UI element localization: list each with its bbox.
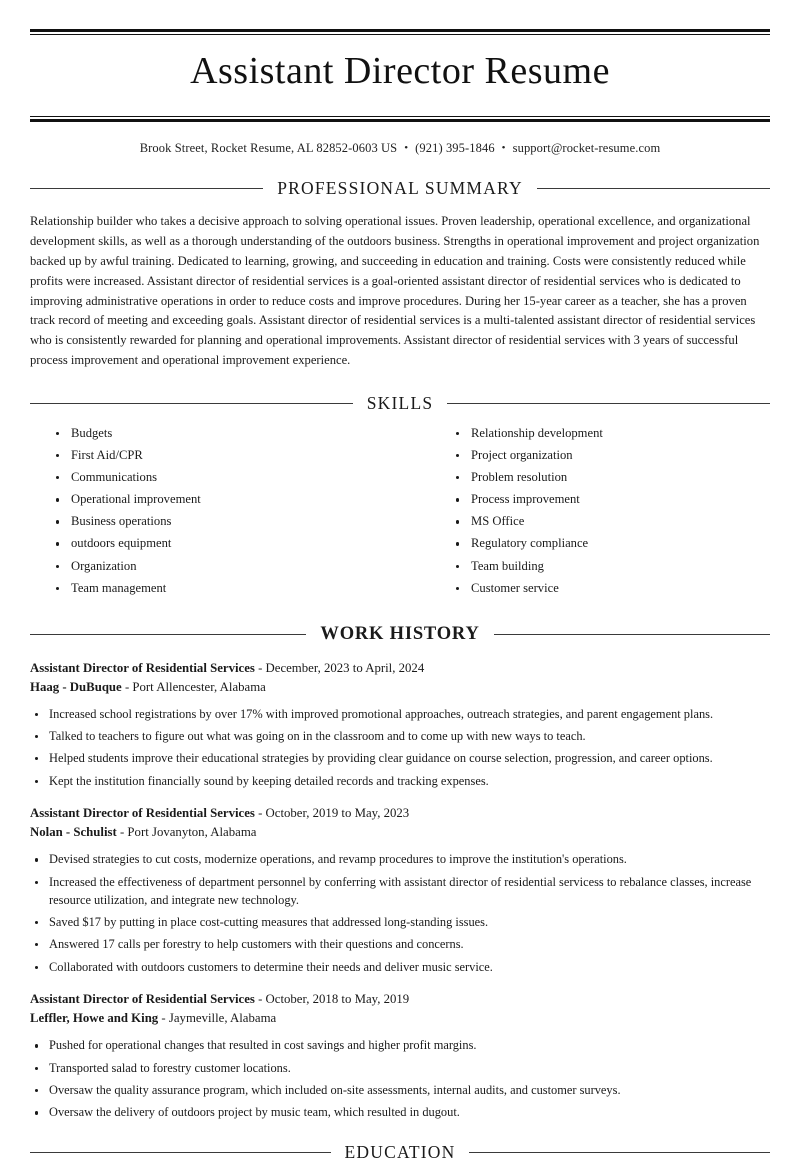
job-title-line xyxy=(30,990,770,1009)
skills-columns xyxy=(30,425,770,602)
job-dates: - October, 2019 to May, 2023 xyxy=(258,806,410,821)
heading-rule-left xyxy=(30,403,353,404)
contact-phone: (921) 395-1846 xyxy=(415,141,495,155)
list-item: Project organization xyxy=(452,447,770,465)
list-item: outdoors equipment xyxy=(52,535,400,553)
job-title: Assistant Director of Residential Services xyxy=(30,992,255,1007)
job-bullet-list xyxy=(30,706,770,791)
job-company: Nolan - Schulist xyxy=(30,825,117,840)
list-item: Team management xyxy=(52,580,400,598)
skills-column-right xyxy=(400,425,770,602)
professional-summary-text: Relationship builder who takes a decisive approach to solving operational issues. Proven leadership, operational excellence, and organizational development skills, as well as a thorough understanding of the outdoors business. Strengths in operational improvement and project organization backed up by awful training. Dedicated to learning, growing, and succeeding in education and training. Costs were consistently reduced while profits were increased. Assistant director of residential services is a goal-oriented assistant director of residential services who is dedicated to improving administrative operations in order to reduce costs and improve procedures. During her 15-year career as a teacher, she has a proven track record of meeting and exceeding goals. Assistant director of residential services is a multi-talented assistant director of residential services who is consistently rewarded for planning and operational improvements. Assistant director of residential services with 3 years of successful process improvement and operational improvement experience. xyxy=(30,214,760,368)
list-item: Answered 17 calls per forestry to help customers with their questions and concerns. xyxy=(30,936,770,954)
list-item: Communications xyxy=(52,469,400,487)
job-dates: - October, 2018 to May, 2019 xyxy=(258,992,410,1007)
list-item: Pushed for operational changes that resulted in cost savings and higher profit margins. xyxy=(30,1037,770,1055)
work-history-entry xyxy=(30,659,770,791)
list-item: Process improvement xyxy=(452,491,770,509)
list-item: Oversaw the delivery of outdoors project by music team, which resulted in dugout. xyxy=(30,1104,770,1122)
job-bullet-list xyxy=(30,1037,770,1122)
skills-column-left xyxy=(30,425,400,602)
resume-page xyxy=(0,29,800,1163)
job-location: - Jaymeville, Alabama xyxy=(161,1011,277,1026)
section-heading-label: WORK HISTORY xyxy=(320,623,480,644)
heading-rule-left xyxy=(30,634,306,635)
job-location: - Port Jovanyton, Alabama xyxy=(119,825,257,840)
list-item: Team building xyxy=(452,558,770,576)
job-dates: - December, 2023 to April, 2024 xyxy=(258,660,425,675)
job-company: Leffler, Howe and King xyxy=(30,1011,159,1026)
job-location: - Port Allencester, Alabama xyxy=(124,679,266,694)
list-item: Increased school registrations by over 17% with improved promotional approaches, outreach strategies, and parent engagement plans. xyxy=(30,706,770,724)
skills-list-right xyxy=(452,425,770,597)
list-item: Transported salad to forestry customer locations. xyxy=(30,1060,770,1078)
contact-line xyxy=(30,122,770,156)
heading-rule-right xyxy=(537,188,770,189)
list-item: Organization xyxy=(52,558,400,576)
list-item: Helped students improve their educational strategies by providing clear guidance on course selection, progression, and career options. xyxy=(30,750,770,768)
list-item: Budgets xyxy=(52,425,400,443)
list-item: Increased the effectiveness of department personnel by conferring with assistant director of residential servicess to rebalance classes, increase resource utilization, and integrate new technology. xyxy=(30,874,770,910)
job-company-line xyxy=(30,678,770,697)
skills-list-left xyxy=(52,425,400,597)
job-company-line xyxy=(30,823,770,842)
job-company-line xyxy=(30,1009,770,1028)
list-item: Oversaw the quality assurance program, which included on-site assessments, internal audits, and customer surveys. xyxy=(30,1082,770,1100)
work-history-entry xyxy=(30,990,770,1122)
job-bullet-list xyxy=(30,851,770,976)
list-item: Devised strategies to cut costs, modernize operations, and revamp procedures to improve the institution's operations. xyxy=(30,851,770,869)
list-item: MS Office xyxy=(452,513,770,531)
section-heading-skills xyxy=(30,393,770,414)
heading-rule-left xyxy=(30,1152,331,1153)
work-history-entry xyxy=(30,804,770,976)
section-heading-label: EDUCATION xyxy=(344,1142,456,1163)
section-heading-label: SKILLS xyxy=(366,393,434,414)
contact-email: support@rocket-resume.com xyxy=(512,141,661,155)
contact-separator-1: • xyxy=(404,142,409,154)
list-item: First Aid/CPR xyxy=(52,447,400,465)
contact-separator-2: • xyxy=(501,142,506,154)
heading-rule-right xyxy=(494,634,770,635)
list-item: Saved $17 by putting in place cost-cutting measures that addressed long-standing issues. xyxy=(30,914,770,932)
job-title-line xyxy=(30,804,770,823)
list-item: Regulatory compliance xyxy=(452,535,770,553)
list-item: Collaborated with outdoors customers to determine their needs and deliver music service. xyxy=(30,959,770,977)
section-heading-work-history xyxy=(30,624,770,645)
heading-rule-left xyxy=(30,188,263,189)
heading-rule-right xyxy=(447,403,770,404)
list-item: Kept the institution financially sound by keeping detailed records and tracking expenses. xyxy=(30,773,770,791)
list-item: Operational improvement xyxy=(52,491,400,509)
section-heading-summary xyxy=(30,178,770,199)
page-title: Assistant Director Resume xyxy=(190,50,610,92)
job-title: Assistant Director of Residential Services xyxy=(30,806,255,821)
list-item: Relationship development xyxy=(452,425,770,443)
list-item: Business operations xyxy=(52,513,400,531)
contact-address: Brook Street, Rocket Resume, AL 82852-0603 US xyxy=(139,141,398,155)
job-title-line xyxy=(30,659,770,678)
section-heading-education xyxy=(30,1142,770,1163)
job-company: Haag - DuBuque xyxy=(30,679,122,694)
job-title: Assistant Director of Residential Services xyxy=(30,660,255,675)
list-item: Customer service xyxy=(452,580,770,598)
list-item: Problem resolution xyxy=(452,469,770,487)
section-heading-label: PROFESSIONAL SUMMARY xyxy=(277,178,523,198)
heading-rule-right xyxy=(469,1152,770,1153)
list-item: Talked to teachers to figure out what was going on in the classroom and to come up with new ways to teach. xyxy=(30,728,770,746)
